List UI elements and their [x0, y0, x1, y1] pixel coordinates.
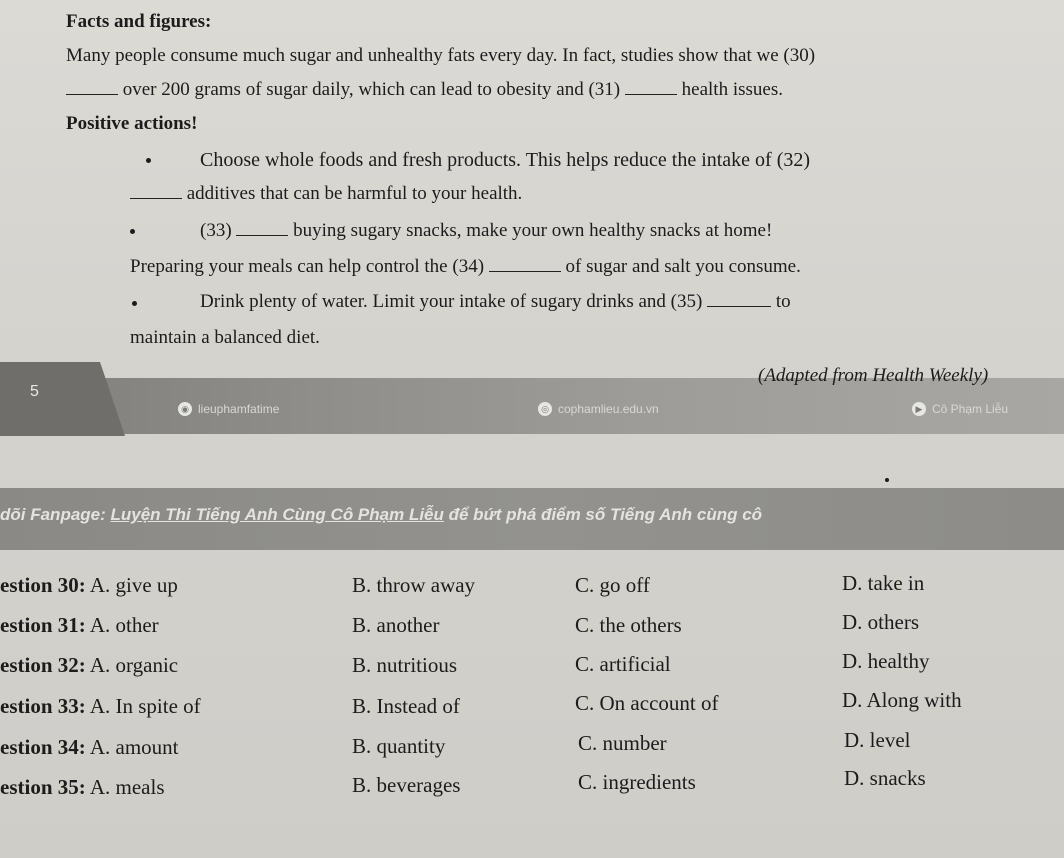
option-b: B. another: [352, 613, 440, 637]
option-b: B. nutritious: [352, 653, 458, 677]
paragraph-line: over 200 grams of sugar daily, which can lead to obesity and (31) health issues.: [66, 78, 783, 102]
option-d: D. Along with: [842, 688, 962, 712]
option-b: B. throw away: [352, 573, 476, 597]
blank-35: [707, 290, 771, 307]
option-b: B. beverages: [352, 773, 461, 797]
page-number: 5: [30, 383, 39, 400]
option-a: A. amount: [89, 735, 179, 759]
option-d: D. others: [842, 610, 919, 634]
paragraph-line: Many people consume much sugar and unhealthy fats every day. In fact, studies show that we (30): [66, 45, 816, 66]
globe-icon: ◎: [538, 402, 552, 416]
bullet-icon: [130, 229, 135, 234]
question-label: estion 31:: [0, 613, 86, 637]
option-b: B. Instead of: [352, 694, 460, 718]
option-d: D. snacks: [844, 766, 926, 790]
source-citation: (Adapted from Health Weekly): [758, 365, 989, 386]
fanpage-notice: dõi Fanpage: Luyện Thi Tiếng Anh Cùng Cô Phạm Liễu để bứt phá điểm số Tiếng Anh cùng cô: [0, 505, 763, 524]
bullet-line: Choose whole foods and fresh products. This helps reduce the intake of (32): [200, 149, 811, 171]
blank-32: [130, 182, 182, 199]
option-a: A. meals: [89, 775, 165, 799]
option-c: C. go off: [575, 573, 650, 597]
heading-positive: Positive actions!: [66, 113, 198, 134]
bullet-line: maintain a balanced diet.: [130, 327, 320, 348]
heading-facts: Facts and figures:: [66, 11, 212, 32]
option-a: A. In spite of: [89, 694, 201, 718]
option-a: A. other: [89, 613, 159, 637]
blank-33: [236, 219, 288, 236]
bullet-icon: [132, 301, 137, 306]
option-a: A. organic: [89, 653, 179, 677]
bullet-line: additives that can be harmful to your health.: [130, 182, 522, 206]
option-a: A. give up: [89, 573, 178, 597]
option-c: C. On account of: [575, 691, 719, 715]
play-icon: ▶: [912, 402, 926, 416]
option-c: C. ingredients: [578, 770, 696, 794]
option-d: D. level: [844, 728, 911, 752]
bullet-line: Preparing your meals can help control the (34) of sugar and salt you consume.: [130, 256, 801, 277]
question-label: estion 33:: [0, 694, 86, 718]
blank-31: [625, 78, 677, 95]
blank-34: [489, 255, 561, 272]
speck-mark: [885, 478, 889, 482]
footer-social-item: ◉ lieuphamfatime: [178, 402, 279, 416]
bullet-line: Drink plenty of water. Limit your intake of sugary drinks and (35) to: [200, 291, 791, 312]
question-label: estion 30:: [0, 573, 86, 597]
option-c: C. the others: [575, 613, 682, 637]
option-b: B. quantity: [352, 734, 446, 758]
bullet-line: (33) buying sugary snacks, make your own healthy snacks at home!: [200, 220, 773, 241]
question-label: estion 35:: [0, 775, 86, 799]
social-icon: ◉: [178, 402, 192, 416]
option-d: D. healthy: [842, 649, 930, 673]
option-c: C. number: [578, 731, 667, 755]
footer-youtube-item: ▶ Cô Phạm Liễu: [912, 402, 1008, 416]
bullet-icon: [146, 158, 151, 163]
option-d: D. take in: [842, 571, 925, 595]
option-c: C. artificial: [575, 652, 671, 676]
reading-passage: [0, 0, 1064, 386]
question-label: estion 32:: [0, 653, 86, 677]
question-label: estion 34:: [0, 735, 86, 759]
fanpage-link[interactable]: Luyện Thi Tiếng Anh Cùng Cô Phạm Liễu: [110, 505, 444, 524]
blank-30: [66, 78, 118, 95]
footer-website-item: ◎ cophamlieu.edu.vn: [538, 402, 659, 416]
